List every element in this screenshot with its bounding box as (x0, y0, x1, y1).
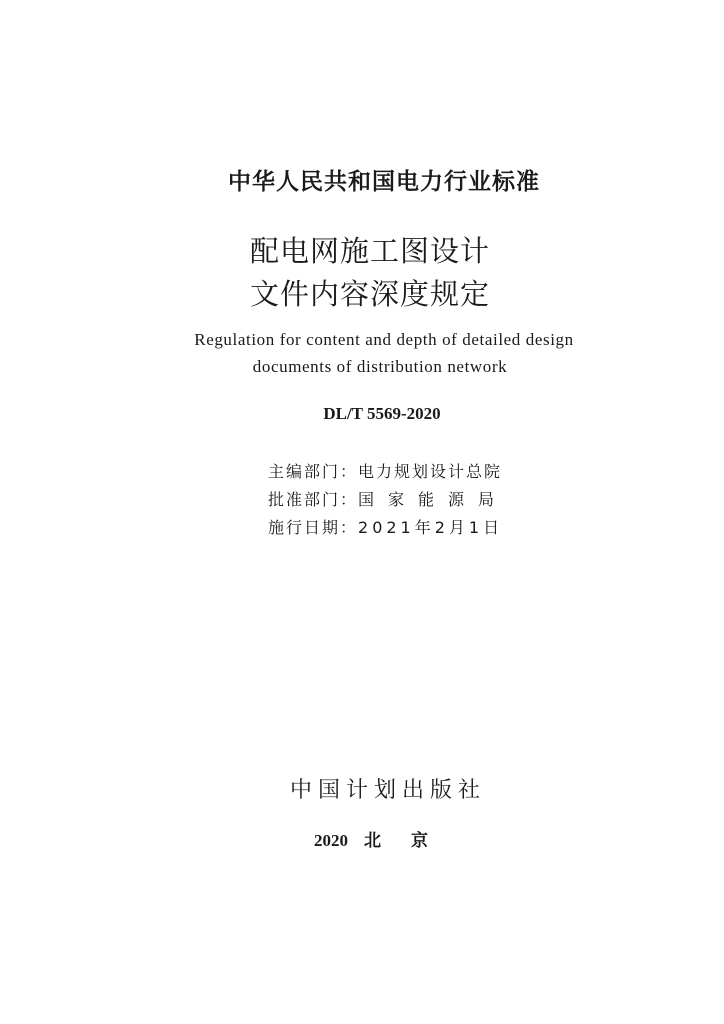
editor-department-row (268, 459, 502, 482)
approver-department-label: 批准部门： (268, 490, 359, 509)
approver-department-row (268, 487, 508, 510)
english-title-line-1: Regulation for content and depth of detailed design (194, 330, 574, 349)
effective-date-value: 2021年2月1日 (358, 518, 504, 537)
editor-department-label: 主编部门： (268, 462, 359, 481)
industry-standard-heading: 中华人民共和国电力行业标准 (228, 169, 540, 195)
effective-date-label: 施行日期： (268, 518, 359, 537)
standard-code: DL/T 5569-2020 (323, 404, 441, 423)
chinese-title-line-1: 配电网施工图设计 (249, 234, 490, 268)
effective-date-row (268, 515, 503, 538)
publication-info (24, 826, 724, 851)
english-title-line-2: documents of distribution network (252, 357, 508, 376)
publication-city: 北京 (364, 831, 458, 850)
chinese-title-line-2: 文件内容深度规定 (249, 277, 490, 311)
publication-year: 2020 (314, 831, 348, 850)
editor-department-value: 电力规划设计总院 (358, 462, 503, 481)
publisher-name: 中国计划出版社 (289, 778, 486, 803)
approver-department-value: 国家能源局 (358, 490, 509, 509)
